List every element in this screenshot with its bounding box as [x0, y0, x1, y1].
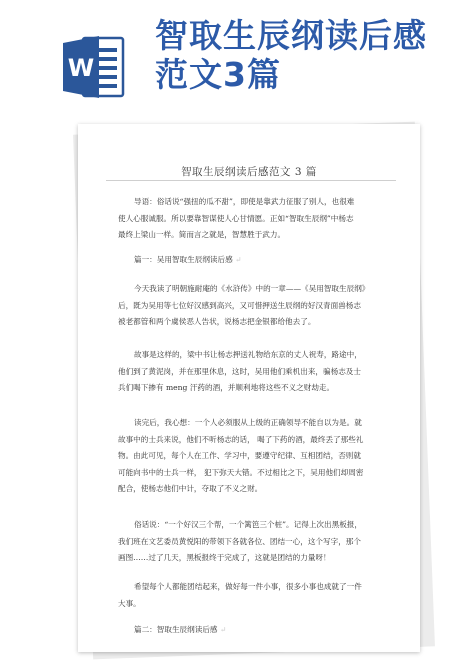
paragraph	[118, 517, 383, 567]
paragraph-mark: ↵	[232, 255, 242, 264]
logo-letter: W	[67, 54, 95, 82]
paragraph	[118, 415, 383, 498]
text-line: 导语：俗话说“强扭的瓜不甜”，即使是靠武力征服了别人，也很难	[134, 197, 355, 206]
section-heading	[118, 622, 383, 639]
text-line: 读完后，我心想：一个人必须服从上级的正确领导不能自以为是。就	[134, 418, 362, 427]
text-line: 物。由此可见，每个人在工作、学习中，要遵守纪律、互相团结，否则就	[118, 451, 361, 460]
paragraph	[118, 347, 383, 397]
document-title: 智取生辰纲读后感范文 3 篇	[181, 166, 317, 178]
section-heading-text: 篇一：吴用智取生辰纲读后感	[134, 255, 233, 264]
text-line: 兵们喝下掺有 meng 汗药的酒，并顺利地将这些不义之财劫走。	[118, 383, 335, 392]
text-line: 俗话说：“一个好汉三个帮，一个篱笆三个桩”。记得上次出黑板报，	[134, 520, 362, 529]
text-line: 画图……过了几天，黑板报终于完成了，这就是团结的力量呀！	[118, 553, 331, 562]
paragraph	[118, 281, 383, 331]
promo-title	[155, 16, 455, 94]
paragraph-mark: ↵	[217, 625, 227, 634]
text-line: 他们到了黄泥岗，并在那里休息，这时，吴用他们乘机出来，骗杨志及士	[118, 366, 361, 376]
word-document-icon	[63, 34, 125, 100]
section-heading	[118, 252, 383, 269]
document-page	[78, 124, 420, 652]
promo-title-line: 智取生辰纲读后感	[155, 16, 427, 55]
text-line: 希望每个人都能团结起来，做好每一件小事，很多小事也成就了一件	[134, 582, 362, 591]
paragraph	[118, 579, 383, 612]
promo-header	[0, 0, 474, 118]
text-line: 故事中的士兵来说，他们不听杨志的话， 喝了下药的酒，最终丢了那些礼	[118, 434, 364, 444]
title-divider	[106, 180, 396, 181]
text-line: 被老都管和两个虞侯恶人告状，说杨志把金银都给他去了。	[118, 317, 316, 326]
text-line: 故事是这样的，梁中书让杨志押送礼物给东京的丈人祝寿，路途中，	[134, 350, 362, 359]
text-line: 配合，使杨志他们中计，夺取了不义之财。	[118, 484, 263, 493]
text-line: 今天我读了明朝施耐庵的《水浒传》中的一章——《吴用智取生辰纲》	[134, 284, 370, 293]
text-line: 大事。	[118, 598, 141, 608]
intro-paragraph	[118, 194, 383, 244]
text-line: 我们班在文艺委员黄悦阳的带领下各就各位、团结一心，这个写字，那个	[118, 536, 361, 546]
text-line: 使人心服诚服。所以要靠智谋使人心甘情愿。正如“智取生辰纲”中杨志	[118, 213, 354, 223]
promo-title-line: 范文3篇	[155, 55, 281, 94]
section-heading-text: 篇二：智取生辰纲读后感	[134, 625, 218, 634]
text-line: 后，既为吴用等七位好汉感到高兴，又可惜押送生辰纲的好汉青面兽杨志	[118, 300, 361, 310]
text-line: 最终上梁山一样。简而言之就是，智慧胜于武力。	[118, 230, 286, 239]
text-line: 可能向书中的士兵一样， 犯下弥天大错。不过相比之下，吴用他们却周密	[118, 467, 364, 477]
